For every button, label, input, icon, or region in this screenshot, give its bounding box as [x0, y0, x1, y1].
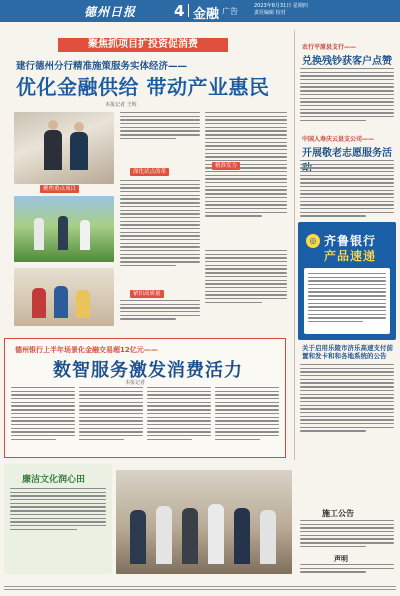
promo-title-1: 齐鲁银行	[324, 234, 377, 248]
body-text-right	[205, 250, 287, 305]
section-title: 金融	[193, 7, 220, 22]
notice2-title: 声明	[334, 555, 348, 563]
notice1-title: 施工公告	[322, 509, 354, 518]
feature2-subhead: 德州银行上半年场景化金融交易超12亿元——	[15, 346, 158, 354]
feature2-headline: 数智服务激发消费活力	[53, 360, 243, 381]
item1-title: 兑换残钞获客户点赞	[302, 56, 392, 67]
item1-kicker: 农行平原县支行——	[302, 44, 357, 51]
newspaper-logo: 德州日报	[84, 5, 137, 19]
masthead	[0, 0, 400, 22]
issue-date: 2023年8月31日 星期四 责任编辑 校对	[254, 3, 308, 16]
feature-photo-children	[14, 268, 114, 326]
item2-title: 开展敬老志愿服务活	[302, 148, 392, 159]
body-text-middle-2	[120, 300, 200, 322]
promo-title-2: 产品速递	[324, 249, 377, 263]
column-divider	[294, 30, 295, 460]
integrity-column-title: 廉洁文化润心田	[22, 475, 86, 485]
feature-photo-handshake	[14, 112, 114, 184]
feature-photo-field	[14, 196, 114, 262]
body-text-middle	[120, 180, 200, 269]
feature-kicker: 聚焦抓项目扩投资促消费	[58, 38, 228, 52]
bottom-strip	[4, 464, 396, 582]
photo-tag-3: 紧扣高质量	[130, 290, 164, 298]
feature-byline: 本报记者 王辉	[105, 102, 137, 108]
page-number: 4	[174, 2, 185, 20]
photo-tag-2: 深化试点改革	[130, 168, 169, 176]
lead-paragraph	[120, 112, 200, 142]
item2-kicker: 中国人寿庆云县支公司——	[302, 136, 375, 143]
feature-subhead: 建行德州分行精准施策服务实体经济——	[16, 61, 188, 72]
photo-tag-4: 精准发力	[212, 162, 240, 170]
bank-promo-panel	[298, 222, 396, 340]
photo-tag-1: 聚焦重点项目	[40, 185, 79, 193]
feature-headline: 优化金融供给 带动产业惠民	[16, 75, 270, 99]
bank-logo-icon: ◎	[306, 234, 320, 248]
masthead-divider	[188, 4, 189, 17]
page-footer	[0, 584, 400, 596]
feature2-box	[4, 338, 286, 458]
item3-title: 关于启用乐陵市济乐高速支付前置和发卡和和各地系统的公告	[302, 344, 393, 360]
ad-label: 广告	[222, 7, 238, 16]
feature2-byline: 本报记者	[125, 380, 146, 386]
bottom-photo-group	[116, 470, 292, 574]
